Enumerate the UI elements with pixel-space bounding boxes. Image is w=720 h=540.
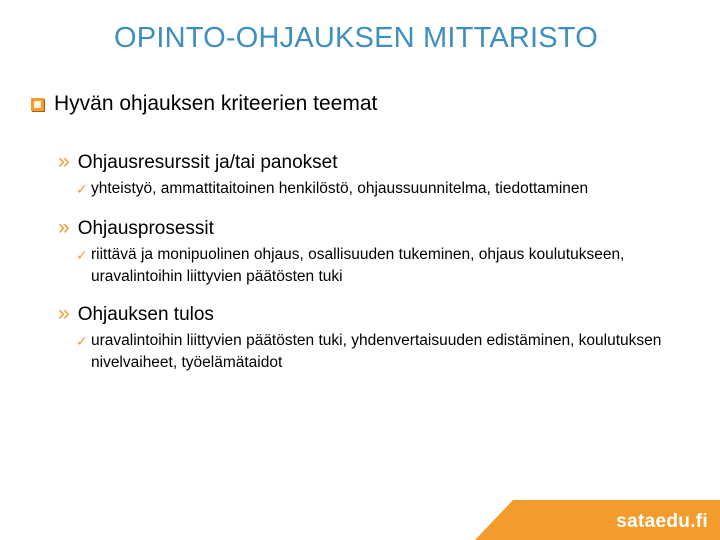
chevron-right-icon: » [58,302,70,325]
section-text: yhteistyö, ammattitaitoinen henkilöstö, ohjaussuunnitelma, tiedottaminen [91,180,589,197]
main-bullet [31,92,377,116]
section-outcome [58,302,676,374]
chevron-right-icon: » [58,150,70,173]
square-bullet-icon [31,98,44,111]
brand-logo-text: sataedu.fi [616,511,708,532]
checkmark-icon: ✓ [76,181,88,197]
section-heading: Ohjausresurssit ja/tai panokset [77,152,338,173]
main-bullet-text: Hyvän ohjauksen kriteerien teemat [54,92,378,115]
section-text: riittävä ja monipuolinen ohjaus, osallisuuden tukeminen, ohjaus koulutukseen, uravalintoihin liittyvien päätösten tuki [91,246,625,285]
checkmark-icon: ✓ [76,247,88,263]
section-heading: Ohjauksen tulos [77,304,214,325]
chevron-right-icon: » [58,216,70,239]
section-text: uravalintoihin liittyvien päätösten tuki, yhdenvertaisuuden edistäminen, koulutuksen nivelvaiheet, työelämätaidot [91,332,662,371]
section-heading: Ohjausprosessit [77,218,214,239]
section-processes [58,216,636,288]
section-resources [58,150,716,200]
slide-title: OPINTO-OHJAUKSEN MITTARISTO [114,22,598,54]
checkmark-icon: ✓ [76,333,88,349]
